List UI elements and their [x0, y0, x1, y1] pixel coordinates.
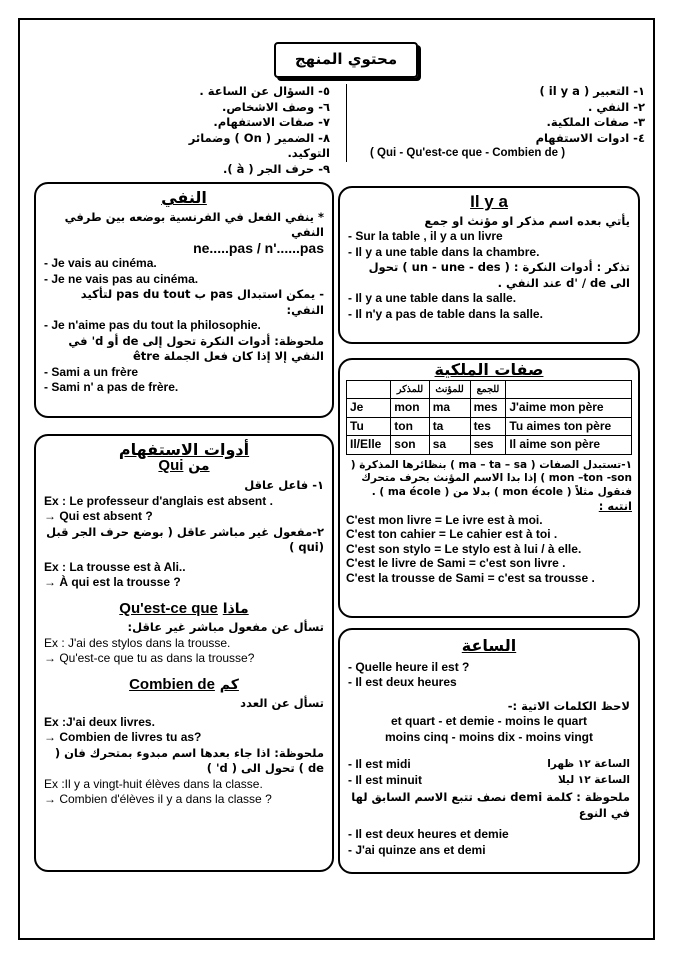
page-title: محتوي المنهج: [274, 42, 418, 78]
text-line: moins cinq - moins dix - moins vingt: [384, 729, 593, 744]
text-line: Ex : J'ai des stylos dans la trousse.: [44, 635, 231, 650]
example-line: C'est mon livre = Le ivre est à moi.: [346, 512, 543, 527]
text-line: → Qu'est-ce que tu as dans la trousse?: [44, 651, 255, 665]
text-line: تسأل عن العدد: [240, 696, 324, 710]
table-header: [347, 380, 391, 399]
toc-item: ١- التعبير ( il y a ): [539, 84, 645, 98]
table-cell: sa: [429, 436, 470, 455]
table-row: [347, 399, 632, 418]
table-cell: ses: [470, 436, 506, 455]
text-line: الساعة ١٢ ليلا: [557, 773, 630, 786]
text-line: * ينفي الفعل في الفرنسية بوضعه بين طرفي النفي: [64, 209, 324, 239]
toc-item: ٣- صفات الملكية.: [546, 115, 645, 129]
text-line: - Je vais au cinéma.: [44, 256, 157, 270]
text-line: يأتي بعده اسم مذكر او مؤنث او جمع: [424, 213, 630, 228]
text-line: Ex : La trousse est à Ali..: [44, 559, 186, 574]
text-line: - Il est deux heures: [348, 675, 457, 689]
toc-item: ٢- النفي .: [587, 99, 645, 114]
toc-item: ٩- حرف الجر ( à ).: [223, 161, 330, 176]
qui-heading: Qui: [158, 456, 184, 474]
section-heading: النفي: [161, 188, 207, 207]
interrogative-section: [34, 434, 334, 872]
sub-heading: [44, 677, 324, 694]
text-line: - Il est minuit: [348, 772, 423, 787]
attention-label: انتبه :: [598, 498, 632, 513]
combien-arabic: كم: [219, 676, 239, 693]
table-cell: ton: [391, 417, 429, 436]
table-cell: tes: [470, 417, 506, 436]
note-line: تذكر : أدوات النكرة : ( un - une - des ) تحول الى d' / de عند النفي .: [368, 260, 630, 290]
text-line: - Il est midi: [348, 757, 411, 771]
text-line: → Combien d'élèves il y a dans la classe ?: [44, 792, 272, 806]
text-line: Ex : Le professeur d'anglais est absent .: [44, 493, 273, 508]
combien-heading: Combien de: [129, 675, 215, 693]
text-line: - يمكن استبدال pas ب pas du tout لتأكيد النفي:: [80, 287, 324, 317]
text-line: - Je ne vais pas au cinéma.: [44, 271, 199, 286]
example-line: C'est son stylo = Le stylo est à lui / à elle.: [346, 541, 582, 556]
toc-item: ٧- صفات الاستفهام.: [213, 115, 330, 129]
table-header: للمؤنث: [429, 380, 470, 399]
toc-divider: [346, 84, 347, 162]
sub-heading: [44, 458, 324, 475]
qui-arabic: من: [188, 457, 210, 474]
table-cell: J'aime mon père: [506, 399, 632, 418]
example-line: C'est ton cahier = Le cahier est à toi .: [346, 527, 558, 541]
text-line: → À qui est la trousse ?: [44, 575, 181, 589]
negation-section: [34, 182, 334, 418]
toc-right: [360, 84, 645, 162]
toc-item: ٥- السؤال عن الساعة .: [199, 84, 330, 98]
example-line: C'est la trousse de Sami = c'est sa trousse .: [346, 570, 595, 585]
text-line: - Quelle heure il est ?: [348, 659, 470, 674]
table-cell: Tu aimes ton père: [506, 417, 632, 436]
toc-item: ٤- ادوات الاستفهام: [535, 130, 645, 145]
text-line: et quart - et demie - moins le quart: [390, 714, 588, 728]
table-cell: ta: [429, 417, 470, 436]
text-line: - J'ai quinze ans et demi: [348, 842, 486, 857]
note-line: ١-تستبدل الصفات ( ma – ta – sa ) بنظائرها المذكرة ( mon –ton -son ) إذا بدا الاسم المؤنث بحرف متحرك: [350, 458, 632, 484]
table-header: للمذكر: [391, 380, 429, 399]
table-cell: mon: [391, 399, 429, 418]
table-cell: mes: [470, 399, 506, 418]
text-line: تسأل عن مفعول مباشر غير عاقل:: [127, 620, 324, 634]
table-cell: ma: [429, 399, 470, 418]
section-heading: صفات الملكية: [434, 360, 544, 379]
section-heading: Il y a: [470, 192, 508, 211]
text-line: Ex :Il y a vingt-huit élèves dans la classe.: [44, 776, 263, 791]
table-cell: son: [391, 436, 429, 455]
table-row: [347, 436, 632, 455]
text-line: → Combien de livres tu as?: [44, 730, 202, 744]
section-heading: أدوات الاستفهام: [118, 440, 250, 459]
possessive-section: [338, 358, 640, 618]
toc-item: ٨- الضمير ( On ) وضمائر التوكيد.: [188, 130, 330, 160]
text-line: - Il y a une table dans la chambre.: [348, 244, 540, 259]
note-line: فنقول مثلاً ( mon école ) بدلا من ( ma école ) .: [371, 485, 632, 498]
text-line: - Il n'y a pas de table dans la salle.: [348, 306, 543, 321]
time-row: [348, 773, 630, 789]
toc-item: ٦- وصف الاشخاص.: [221, 99, 330, 114]
text-line: ١- فاعل عاقل: [244, 478, 324, 492]
possessive-table: [346, 380, 632, 455]
il-y-a-section: [338, 186, 640, 344]
table-cell: Tu: [347, 417, 391, 436]
note-line: ملحوظة: اذا جاء بعدها اسم مبدوء بمتحرك فان ( de ) تحول الى ( d' ): [54, 745, 324, 775]
sub-heading: [44, 601, 324, 618]
section-heading: الساعة: [461, 636, 517, 655]
time-row: [348, 757, 630, 773]
text-line: ٢-مفعول غير مباشر عاقل ( بوضع حرف الجر قبل (qui ): [46, 524, 324, 554]
table-cell: Je: [347, 399, 391, 418]
note-line: ملحوظة : كلمة demi نصف تتبع الاسم السابق لها في النوع: [351, 790, 630, 820]
text-line: - Je n'aime pas du tout la philosophie.: [44, 318, 261, 332]
text-line: Ex :J'ai deux livres.: [44, 714, 155, 729]
table-header: [506, 380, 632, 399]
text-line: → Qui est absent ?: [44, 509, 153, 523]
text-line: الساعة ١٢ ظهرا: [547, 758, 630, 770]
note-line: ملحوظة: أدوات النكرة تحول إلى de أو d' في النفي إلا إذا كان فعل الجملة être: [68, 333, 324, 363]
table-cell: Il aime son père: [506, 436, 632, 455]
text-line: ne.....pas / n'......pas: [193, 239, 324, 256]
table-row: [347, 417, 632, 436]
text-line: - Sur la table , il y a un livre: [348, 229, 503, 243]
text-line: لاحظ الكلمات الاتية :-: [507, 698, 630, 713]
text-line: - Sami a un frère: [44, 364, 139, 379]
que-arabic: ماذا: [222, 600, 249, 617]
example-line: C'est le livre de Sami = c'est son livre .: [346, 556, 566, 570]
que-heading: Qu'est-ce que: [119, 599, 218, 617]
toc-left: [180, 84, 330, 177]
toc-item: ( Qui - Qu'est-ce que - Combien de ): [370, 147, 566, 159]
text-line: - Il est deux heures et demie: [348, 827, 509, 841]
text-line: - Sami n' a pas de frère.: [44, 380, 179, 394]
table-cell: Il/Elle: [347, 436, 391, 455]
text-line: - Il y a une table dans la salle.: [348, 291, 517, 305]
hour-section: [338, 628, 640, 874]
table-header: للجمع: [470, 380, 506, 399]
